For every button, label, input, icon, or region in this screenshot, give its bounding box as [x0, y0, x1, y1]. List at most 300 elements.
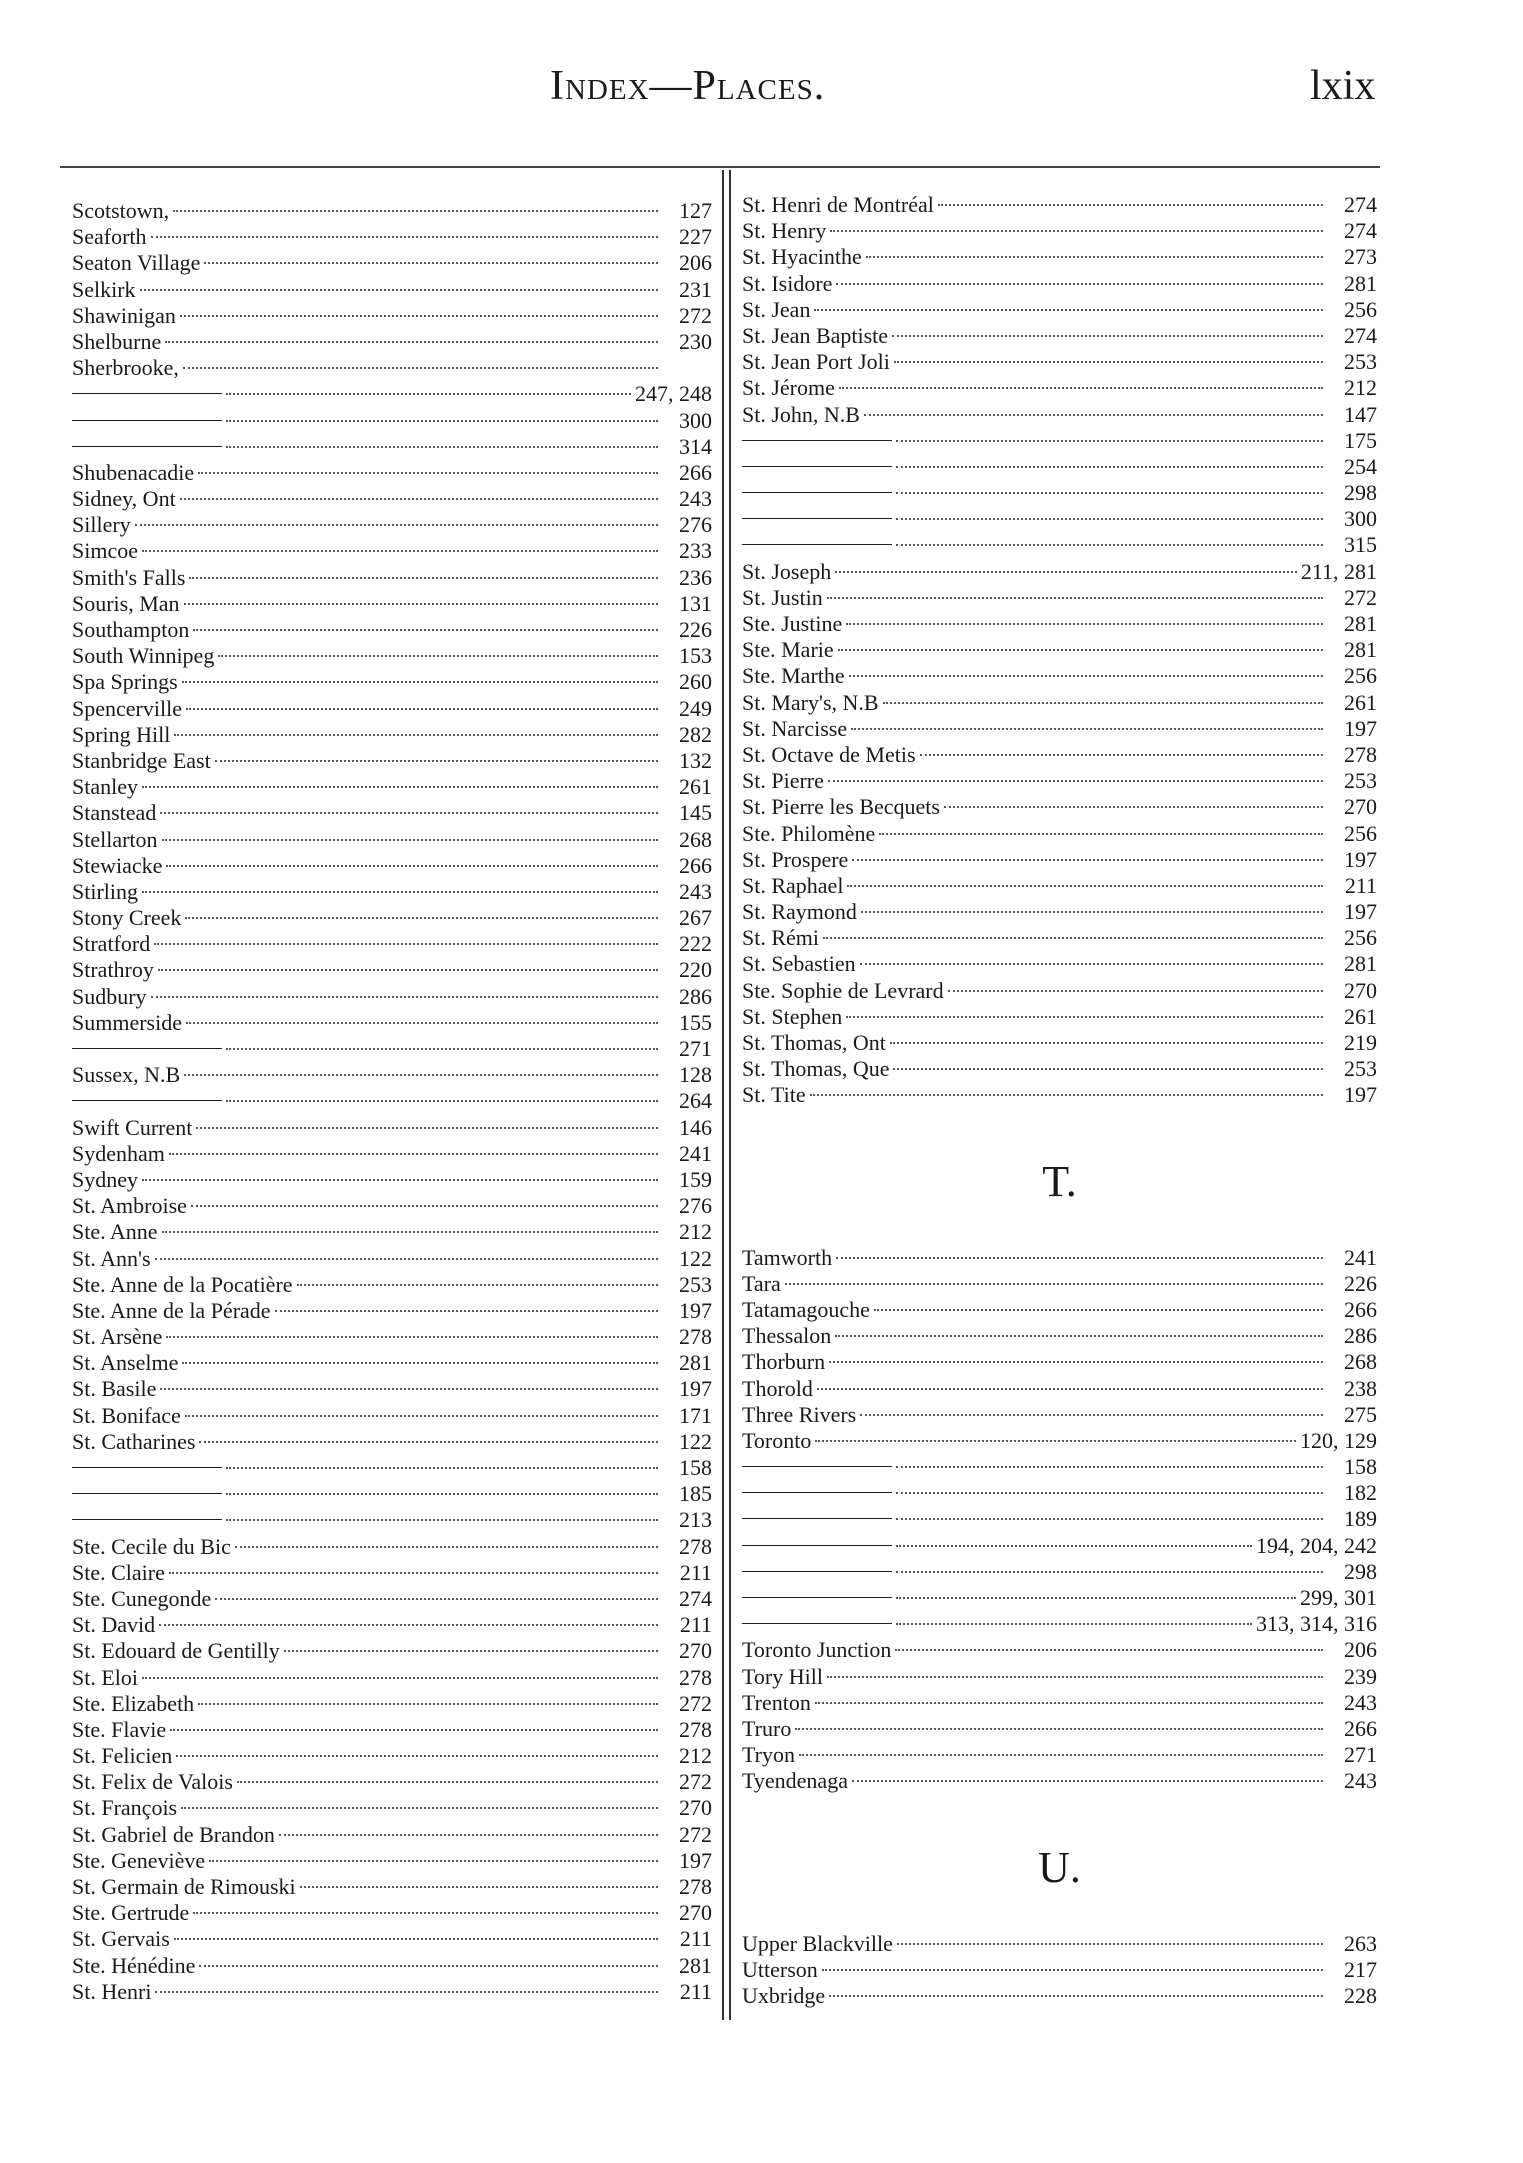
dot-leader: [235, 1546, 658, 1548]
page-reference: 298: [1344, 1558, 1377, 1584]
place-name: Stewiacke: [72, 852, 163, 878]
page-reference: 270: [679, 1638, 712, 1664]
index-entry: [72, 722, 712, 748]
page-reference: 270: [679, 1795, 712, 1821]
place-name: St. Raymond: [742, 899, 857, 925]
page-reference: 182: [1344, 1480, 1377, 1506]
dot-leader: [896, 1597, 1296, 1599]
page-reference: 231: [679, 276, 712, 302]
place-name: St. Henri: [72, 1978, 152, 2004]
page-reference: 219: [1344, 1030, 1377, 1055]
page-header: [0, 62, 1523, 122]
page-reference: 211: [679, 1559, 712, 1585]
index-entry: [72, 1665, 712, 1691]
place-name: St. Henri de Montréal: [742, 192, 934, 217]
page-reference: 211: [679, 1978, 712, 2004]
dot-leader: [861, 911, 1323, 913]
place-name: Stony Creek: [72, 905, 182, 931]
index-entry: [742, 1082, 1377, 1108]
dot-leader: [155, 1991, 658, 1993]
place-name: Tory Hill: [742, 1663, 823, 1689]
page-reference: 247, 248: [635, 381, 712, 407]
index-entry-continuation: [742, 1533, 1377, 1559]
index-entry: [742, 585, 1377, 611]
ditto-dash: [72, 446, 222, 447]
page-reference: 147: [1344, 401, 1377, 427]
page-reference: 266: [679, 459, 712, 485]
dot-leader: [162, 1231, 658, 1233]
place-name: Sidney, Ont: [72, 486, 176, 512]
place-name: Ste. Marie: [742, 637, 834, 663]
dot-leader: [166, 865, 658, 867]
index-entry: [72, 1926, 712, 1952]
index-entry: [72, 1141, 712, 1167]
page-reference: 281: [1344, 611, 1377, 636]
dot-leader: [183, 367, 658, 369]
dot-leader: [895, 1649, 1323, 1651]
dot-leader: [182, 1362, 658, 1364]
page-reference: 222: [679, 931, 712, 957]
place-name: Tamworth: [742, 1244, 833, 1270]
index-column-left: [72, 198, 712, 2005]
ditto-dash: [742, 1518, 892, 1519]
index-entry: [72, 1246, 712, 1272]
dot-leader: [822, 1969, 1323, 1971]
page-reference: 282: [679, 721, 712, 747]
place-name: Shawinigan: [72, 302, 176, 328]
dot-leader: [849, 675, 1323, 677]
page-reference: 256: [1344, 663, 1377, 689]
dot-leader: [174, 1938, 658, 1940]
dot-leader: [193, 629, 658, 631]
index-entry-continuation: [72, 1481, 712, 1507]
index-entry: [72, 224, 712, 250]
place-name: St. John, N.B: [742, 401, 860, 427]
place-name: Tara: [742, 1270, 781, 1296]
page-reference: 197: [1344, 715, 1377, 741]
index-entry: [72, 696, 712, 722]
place-name: Ste. Geneviève: [72, 1847, 206, 1873]
dot-leader: [896, 440, 1323, 442]
dot-leader: [846, 623, 1323, 625]
dot-leader: [226, 420, 658, 422]
index-entry: [72, 303, 712, 329]
column-divider: [722, 170, 731, 2020]
dot-leader: [140, 289, 658, 291]
dot-leader: [920, 754, 1323, 756]
dot-leader: [896, 544, 1323, 546]
place-name: Upper Blackville: [742, 1930, 893, 1956]
dot-leader: [284, 1650, 658, 1652]
place-name: Ste. Sophie de Levrard: [742, 977, 944, 1003]
page-reference: 146: [679, 1114, 712, 1140]
index-entry: [742, 1402, 1377, 1428]
index-entry: [742, 1056, 1377, 1082]
page-reference: 197: [1344, 846, 1377, 872]
index-entry-continuation: [72, 408, 712, 434]
page-reference: 239: [1344, 1663, 1377, 1689]
index-entry: [72, 1795, 712, 1821]
place-name: Ste. Hénédine: [72, 1952, 196, 1978]
page-reference: 189: [1344, 1506, 1377, 1532]
page-reference: 230: [679, 328, 712, 354]
page-reference: 274: [1344, 322, 1377, 348]
page-reference: 278: [679, 1324, 712, 1350]
index-entry: [742, 663, 1377, 689]
dot-leader: [894, 361, 1323, 363]
page-reference: 236: [679, 564, 712, 590]
dot-leader: [142, 550, 658, 552]
index-entry-continuation: [742, 1611, 1377, 1637]
page-reference: 261: [679, 774, 712, 800]
index-entry: [742, 1690, 1377, 1716]
ditto-dash: [742, 466, 892, 467]
page-reference: 278: [679, 1664, 712, 1690]
dot-leader: [226, 1048, 658, 1050]
index-entry: [72, 1691, 712, 1717]
index-entry: [72, 1874, 712, 1900]
dot-leader: [896, 492, 1323, 494]
dot-leader: [830, 230, 1323, 232]
page-reference: 194, 204, 242: [1256, 1532, 1377, 1558]
index-entry: [72, 617, 712, 643]
page-reference: 261: [1344, 689, 1377, 715]
place-name: Ste. Cunegonde: [72, 1585, 212, 1611]
index-entry: [742, 559, 1377, 585]
dot-leader: [944, 806, 1323, 808]
page-reference: 268: [679, 826, 712, 852]
dot-leader: [182, 681, 658, 683]
dot-leader: [896, 1545, 1252, 1547]
place-name: St. David: [72, 1612, 156, 1638]
page-reference: 266: [1344, 1296, 1377, 1322]
index-entry: [72, 591, 712, 617]
place-name: St. Joseph: [742, 558, 832, 584]
index-entry-continuation: [742, 428, 1377, 454]
header-rule: [60, 166, 1380, 168]
page-reference: 271: [1344, 1742, 1377, 1768]
place-name: St. Octave de Metis: [742, 741, 916, 767]
dot-leader: [151, 996, 658, 998]
dot-leader: [279, 1834, 658, 1836]
page-reference: 268: [1344, 1349, 1377, 1375]
index-entry: [742, 821, 1377, 847]
dot-leader: [896, 1518, 1323, 1520]
dot-leader: [185, 1415, 658, 1417]
page-reference: 313, 314, 316: [1256, 1611, 1377, 1637]
dot-leader: [226, 1493, 658, 1495]
dot-leader: [155, 1258, 658, 1260]
dot-leader: [896, 1466, 1323, 1468]
ditto-dash: [742, 1623, 892, 1624]
index-entry-continuation: [742, 480, 1377, 506]
dot-leader: [814, 309, 1323, 311]
index-entry: [72, 1743, 712, 1769]
index-entry: [72, 486, 712, 512]
dot-leader: [866, 256, 1323, 258]
ditto-dash: [742, 440, 892, 441]
dot-leader: [838, 649, 1323, 651]
index-entry: [72, 669, 712, 695]
page-reference: 227: [679, 224, 712, 250]
page-reference: 206: [679, 250, 712, 276]
place-name: Ste. Anne de la Pérade: [72, 1297, 271, 1323]
dot-leader: [166, 1336, 658, 1338]
index-entry-continuation: [72, 1507, 712, 1533]
page-reference: 226: [679, 617, 712, 642]
page-reference: 185: [679, 1481, 712, 1507]
page-reference: 253: [1344, 1056, 1377, 1082]
ditto-dash: [72, 1493, 222, 1494]
dot-leader: [795, 1728, 1323, 1730]
page-reference: 275: [1344, 1401, 1377, 1427]
index-entry: [72, 1586, 712, 1612]
page-number: lxix: [1310, 63, 1376, 109]
dot-leader: [215, 1598, 658, 1600]
place-name: Ste. Elizabeth: [72, 1690, 195, 1716]
place-name: Utterson: [742, 1956, 818, 1982]
page-reference: 241: [679, 1140, 712, 1166]
page-reference: 267: [679, 905, 712, 931]
dot-leader: [186, 1022, 658, 1024]
page-reference: 211: [679, 1612, 712, 1638]
place-name: Summerside: [72, 1009, 182, 1035]
place-name: Stellarton: [72, 826, 158, 852]
place-name: Stanstead: [72, 800, 157, 826]
index-entry: [742, 1664, 1377, 1690]
place-name: Shelburne: [72, 328, 162, 354]
index-entry: [742, 1323, 1377, 1349]
dot-leader: [185, 917, 658, 919]
index-entry-continuation: [742, 1454, 1377, 1480]
index-entry: [742, 218, 1377, 244]
page-reference: 276: [679, 1193, 712, 1219]
dot-leader: [160, 812, 658, 814]
dot-leader: [829, 1995, 1323, 1997]
page-reference: 256: [1344, 925, 1377, 951]
index-entry: [742, 1931, 1377, 1957]
ditto-dash: [742, 1492, 892, 1493]
page-title: Index—Places.: [550, 63, 826, 109]
page-reference: 226: [1344, 1270, 1377, 1296]
place-name: St. Justin: [742, 584, 823, 610]
index-entry: [742, 847, 1377, 873]
place-name: St. Prospere: [742, 846, 849, 872]
dot-leader: [226, 1519, 658, 1521]
index-entry: [742, 271, 1377, 297]
index-entry: [742, 1716, 1377, 1742]
dot-leader: [896, 518, 1323, 520]
dot-leader: [879, 833, 1323, 835]
page-reference: 261: [1344, 1003, 1377, 1029]
page-reference: 300: [679, 407, 712, 433]
dot-leader: [823, 937, 1323, 939]
page-reference: 197: [679, 1376, 712, 1402]
index-entry: [742, 1030, 1377, 1056]
page-reference: 286: [679, 983, 712, 1009]
index-entry: [742, 951, 1377, 977]
index-entry: [742, 1957, 1377, 1983]
dot-leader: [151, 236, 658, 238]
index-entry: [742, 1742, 1377, 1768]
dot-leader: [864, 414, 1323, 416]
place-name: Ste. Justine: [742, 611, 843, 636]
place-name: St. Henry: [742, 218, 827, 244]
index-entry: [72, 1560, 712, 1586]
page-reference: 278: [679, 1716, 712, 1742]
place-name: Smith's Falls: [72, 564, 186, 590]
page-reference: 266: [679, 852, 712, 878]
dot-leader: [827, 597, 1323, 599]
dot-leader: [815, 1702, 1323, 1704]
page-reference: 253: [1344, 349, 1377, 375]
place-name: St. Eloi: [72, 1664, 139, 1690]
dot-leader: [189, 577, 658, 579]
index-entry: [72, 1350, 712, 1376]
index-entry: [742, 794, 1377, 820]
place-name: Uxbridge: [742, 1982, 826, 2008]
dot-leader: [896, 1571, 1323, 1573]
page-reference: 153: [679, 643, 712, 669]
index-entry-continuation: [742, 1480, 1377, 1506]
page-reference: 272: [679, 1690, 712, 1716]
index-entry: [742, 192, 1377, 218]
dot-leader: [209, 1860, 658, 1862]
index-entry: [72, 1534, 712, 1560]
dot-leader: [839, 387, 1323, 389]
dot-leader: [852, 1780, 1323, 1782]
place-name: Sherbrooke,: [72, 355, 179, 381]
dot-leader: [218, 655, 658, 657]
place-name: Ste. Gertrude: [72, 1900, 190, 1926]
dot-leader: [852, 859, 1323, 861]
index-entry: [72, 1167, 712, 1193]
dot-leader: [860, 963, 1323, 965]
place-name: St. Felix de Valois: [72, 1769, 233, 1795]
index-entry: [72, 538, 712, 564]
dot-leader: [204, 262, 658, 264]
ditto-dash: [742, 544, 892, 545]
index-entry: [72, 198, 712, 224]
dot-leader: [948, 990, 1323, 992]
index-entry: [72, 1979, 712, 2005]
page-reference: 243: [1344, 1768, 1377, 1794]
page-reference: 300: [1344, 506, 1377, 532]
place-name: St. Anselme: [72, 1350, 179, 1376]
place-name: Selkirk: [72, 276, 136, 302]
place-name: Stratford: [72, 931, 151, 957]
index-entry: [72, 1010, 712, 1036]
index-entry-continuation: [72, 1036, 712, 1062]
page-reference: 122: [679, 1428, 712, 1454]
page-reference: 127: [679, 198, 712, 223]
page-reference: 211: [679, 1926, 712, 1952]
index-entry: [742, 1004, 1377, 1030]
place-name: St. Tite: [742, 1082, 806, 1108]
dot-leader: [159, 1624, 658, 1626]
page-reference: 254: [1344, 453, 1377, 479]
place-name: Stirling: [72, 878, 139, 904]
index-column-right: [742, 192, 1377, 2009]
page-reference: 272: [679, 302, 712, 328]
page-reference: 211: [1344, 872, 1377, 898]
page-reference: 274: [1344, 192, 1377, 217]
dot-leader: [184, 603, 658, 605]
place-name: St. Ambroise: [72, 1193, 187, 1219]
page-reference: 212: [1344, 375, 1377, 401]
place-name: Seaforth: [72, 224, 147, 250]
page-reference: 281: [1344, 951, 1377, 977]
index-entry: [72, 1403, 712, 1429]
page-reference: 253: [679, 1271, 712, 1297]
place-name: Ste. Anne: [72, 1219, 158, 1245]
index-entry: [72, 1298, 712, 1324]
page-reference: 270: [679, 1900, 712, 1926]
index-entry: [72, 1429, 712, 1455]
place-name: St. Sebastien: [742, 951, 856, 977]
page-reference: 228: [1344, 1982, 1377, 2008]
place-name: Sydney: [72, 1166, 138, 1192]
index-entry: [72, 643, 712, 669]
place-name: Thorburn: [742, 1349, 826, 1375]
place-name: St. Germain de Rimouski: [72, 1874, 296, 1899]
dot-leader: [180, 498, 658, 500]
place-name: St. Gervais: [72, 1926, 170, 1952]
page-reference: 276: [679, 512, 712, 538]
index-entry: [72, 329, 712, 355]
page-reference: 122: [679, 1245, 712, 1271]
place-name: Trenton: [742, 1689, 811, 1715]
dot-leader: [180, 315, 658, 317]
dot-leader: [174, 734, 658, 736]
index-entry: [742, 375, 1377, 401]
page-reference: 298: [1344, 480, 1377, 506]
index-entry: [72, 1638, 712, 1664]
dot-leader: [154, 943, 658, 945]
dot-leader: [817, 1388, 1323, 1390]
dot-leader: [142, 786, 658, 788]
page-reference: 155: [679, 1009, 712, 1035]
index-entry: [72, 1115, 712, 1141]
page-reference: 274: [1344, 218, 1377, 244]
place-name: St. Felicien: [72, 1743, 173, 1769]
index-entry-continuation: [742, 1506, 1377, 1532]
index-entry: [72, 957, 712, 983]
page-reference: 197: [679, 1847, 712, 1873]
page-reference: 314: [679, 433, 712, 459]
index-entry-continuation: [742, 506, 1377, 532]
page-reference: 266: [1344, 1715, 1377, 1741]
section-heading-u: U.: [1038, 1842, 1081, 1892]
index-entry: [72, 1953, 712, 1979]
index-entry-continuation: [72, 434, 712, 460]
page-reference: 315: [1344, 532, 1377, 558]
page-reference: 212: [679, 1219, 712, 1245]
place-name: St. Boniface: [72, 1402, 181, 1428]
place-name: Ste. Anne de la Pocatière: [72, 1271, 293, 1297]
place-name: Spring Hill: [72, 721, 171, 747]
dot-leader: [799, 1754, 1323, 1756]
index-entry: [742, 402, 1377, 428]
dot-leader: [897, 1943, 1323, 1945]
page-reference: 249: [679, 695, 712, 721]
place-name: St. Mary's, N.B: [742, 689, 879, 715]
index-entry: [742, 1297, 1377, 1323]
dot-leader: [160, 1388, 658, 1390]
dot-leader: [883, 702, 1323, 704]
index-entry: [742, 925, 1377, 951]
dot-leader: [170, 1729, 658, 1731]
